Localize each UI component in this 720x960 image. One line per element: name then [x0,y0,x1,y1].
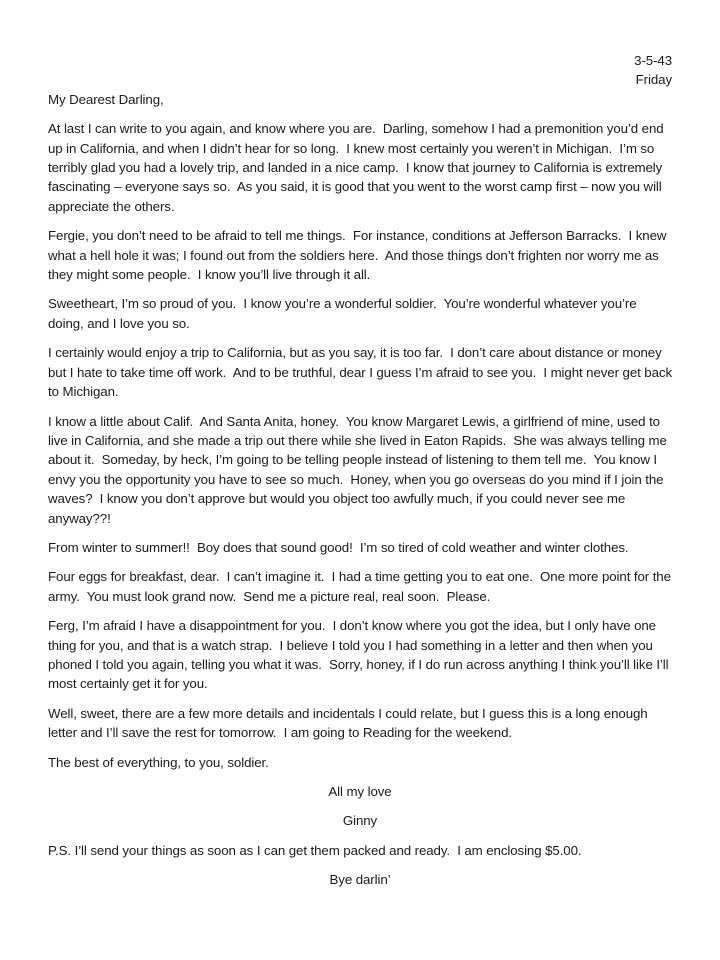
letter-paragraph: Fergie, you don’t need to be afraid to tell me things. For instance, conditions at Jefferson Barracks. I knew what a hell hole it was; I found out from the soldiers here. And those things don’t frighten nor worry me as they might some people. I know you’ll live through it all. [48,228,670,283]
date-block [48,51,672,90]
letter-date: 3-5-43 [634,53,672,68]
salutation: My Dearest Darling, [48,91,164,107]
letter-paragraph: I know a little about Calif. And Santa Anita, honey. You know Margaret Lewis, a girlfriend of mine, used to live in California, and she made a trip out there while she lived in Eaton Rapids. She was always telling me about it. Someday, by heck, I’m going to be telling people instead of listening to them tell me. You know I envy you the opportunity you have to see so much. Honey, when you go overseas do you mind if I join the waves? I know you don’t approve but would you object too awfully much, if you could never see me anyway??! [48,413,671,526]
letter-paragraph: Four eggs for breakfast, dear. I can’t imagine it. I had a time getting you to eat one. One more point for the army. You must look grand now. Send me a picture real, real soon. Please. [48,569,675,604]
letter-paragraph: Well, sweet, there are a few more details and incidentals I could relate, but I guess this is a long enough letter and I’ll save the rest for tomorrow. I am going to Reading for the weekend. [48,705,652,741]
signature: Ginny [342,813,378,829]
letter-paragraph: The best of everything, to you, soldier. [48,754,269,770]
postscript: P.S. I’ll send your things as soon as I can get them packed and ready. I am enclosing $5.00. [48,842,582,858]
letter-paragraph: Ferg, I’m afraid I have a disappointment for you. I don’t know where you got the idea, but I only have one thing for you, and that is a watch strap. I believe I told you I had something in a letter and then when you phoned I told you again, telling you what it was. Sorry, honey, if I do run across anything I think you’ll like I’ll most certainly get it for you. [48,618,673,692]
letter-paragraph: At last I can write to you again, and know where you are. Darling, somehow I had a premonition you’d end up in California, and when I didn’t hear for so long. I knew most certainly you weren’t in Michigan. I’m so terribly glad you had a lovely trip, and landed in a nice camp. I know that journey to California is extremely fascinating – everyone says so. As you said, it is good that you went to the worst camp first – now you will appreciate the others. [48,121,668,214]
farewell: Bye darlin’ [329,872,391,888]
letter-paragraph: Sweetheart, I’m so proud of you. I know you’re a wonderful soldier. You’re wonderful whatever you’re doing, and I love you so. [48,296,641,331]
letter-paragraph: I certainly would enjoy a trip to California, but as you say, it is too far. I don’t care about distance or money but I hate to take time off work. And to be truthful, dear I guess I’m afraid to see you. I might never get back to Michigan. [48,345,676,400]
letter-paragraph: From winter to summer!! Boy does that sound good! I’m so tired of cold weather and winter clothes. [48,539,629,555]
letter-day: Friday [635,72,672,88]
closing: All my love [328,784,392,799]
